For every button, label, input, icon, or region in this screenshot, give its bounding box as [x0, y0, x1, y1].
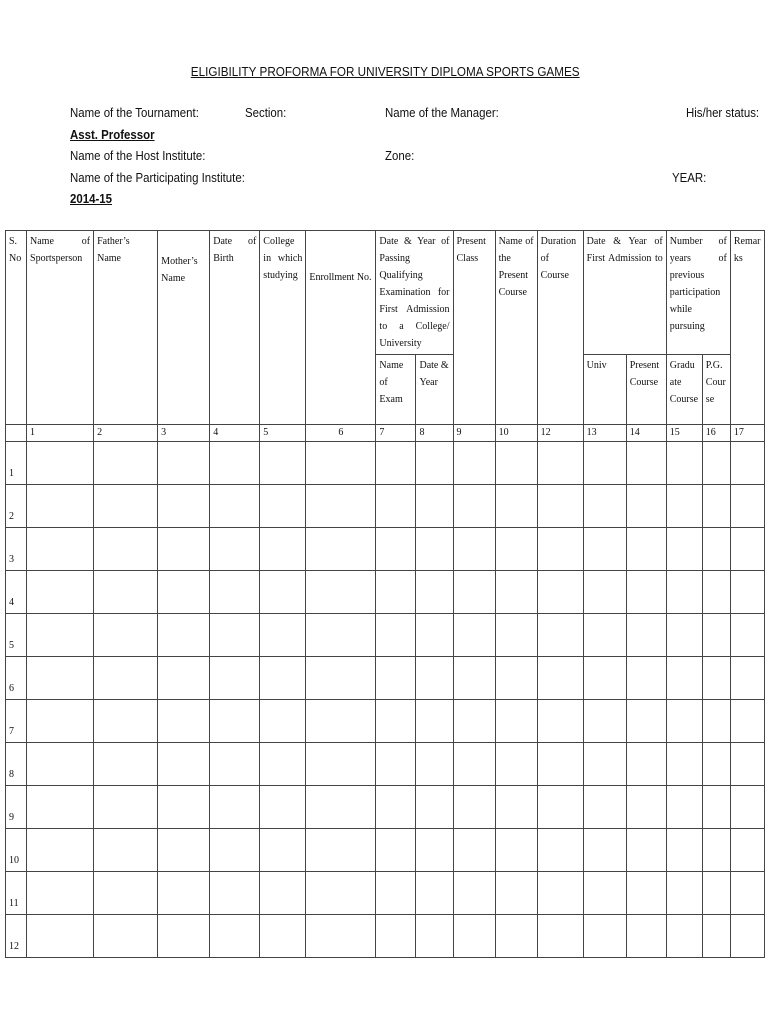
- table-cell[interactable]: [730, 743, 764, 786]
- table-cell[interactable]: [495, 700, 537, 743]
- table-cell[interactable]: [27, 442, 94, 485]
- header-sno: S. No: [6, 231, 27, 425]
- table-cell[interactable]: [210, 915, 260, 958]
- table-cell[interactable]: [626, 442, 666, 485]
- table-cell[interactable]: [94, 657, 158, 700]
- row-number: 9: [6, 786, 27, 829]
- table-cell[interactable]: [702, 786, 730, 829]
- table-cell[interactable]: [260, 657, 306, 700]
- table-cell[interactable]: [27, 829, 94, 872]
- table-cell[interactable]: [495, 485, 537, 528]
- table-row: [6, 442, 765, 485]
- table-cell[interactable]: [416, 872, 453, 915]
- table-cell[interactable]: [666, 700, 702, 743]
- table-cell[interactable]: [626, 700, 666, 743]
- table-cell[interactable]: [210, 743, 260, 786]
- row-number: 5: [6, 614, 27, 657]
- column-number: 7: [376, 425, 416, 442]
- table-cell[interactable]: [583, 571, 626, 614]
- table-cell[interactable]: [702, 614, 730, 657]
- table-cell[interactable]: [730, 829, 764, 872]
- table-row: [6, 485, 765, 528]
- row-number: 11: [6, 872, 27, 915]
- table-cell[interactable]: [453, 743, 495, 786]
- table-cell[interactable]: [666, 829, 702, 872]
- table-cell[interactable]: [376, 915, 416, 958]
- table-row: [6, 657, 765, 700]
- table-cell[interactable]: [27, 700, 94, 743]
- column-number: 15: [666, 425, 702, 442]
- table-cell[interactable]: [495, 915, 537, 958]
- table-cell[interactable]: [453, 571, 495, 614]
- column-number: 6: [306, 425, 376, 442]
- table-cell[interactable]: [158, 700, 210, 743]
- table-cell[interactable]: [260, 700, 306, 743]
- column-number: 10: [495, 425, 537, 442]
- table-header: [6, 231, 765, 442]
- table-cell[interactable]: [376, 442, 416, 485]
- year-value: 2014-15: [70, 191, 112, 206]
- table-cell[interactable]: [306, 485, 376, 528]
- table-cell[interactable]: [210, 829, 260, 872]
- header-present-class: Present Class: [453, 231, 495, 425]
- table-row: [6, 528, 765, 571]
- table-cell[interactable]: [583, 485, 626, 528]
- table-cell[interactable]: [666, 743, 702, 786]
- table-cell[interactable]: [158, 614, 210, 657]
- page-title: ELIGIBILITY PROFORMA FOR UNIVERSITY DIPLOMA SPORTS GAMES: [190, 64, 580, 79]
- table-cell[interactable]: [702, 571, 730, 614]
- table-cell[interactable]: [583, 657, 626, 700]
- subheader-exam-name: Name of Exam: [376, 355, 416, 425]
- table-cell[interactable]: [702, 700, 730, 743]
- header-enrollment-text: Enrollment No.: [309, 272, 372, 283]
- table-row: [6, 743, 765, 786]
- table-row: [6, 829, 765, 872]
- column-number: 17: [730, 425, 764, 442]
- table-cell[interactable]: [626, 743, 666, 786]
- table-cell[interactable]: [306, 528, 376, 571]
- header-mother: [158, 231, 210, 425]
- column-number: 5: [260, 425, 306, 442]
- table-cell[interactable]: [416, 485, 453, 528]
- table-cell[interactable]: [702, 829, 730, 872]
- table-cell[interactable]: [495, 743, 537, 786]
- header-college: College in which studying: [260, 231, 306, 425]
- table-cell[interactable]: [666, 915, 702, 958]
- table-cell[interactable]: [27, 743, 94, 786]
- eligibility-table: [5, 230, 765, 958]
- table-cell[interactable]: [666, 442, 702, 485]
- table-cell[interactable]: [416, 442, 453, 485]
- table-cell[interactable]: [537, 571, 583, 614]
- row-number: 7: [6, 700, 27, 743]
- table-cell[interactable]: [453, 528, 495, 571]
- section-label: Section:: [245, 105, 287, 120]
- header-duration: Duration of Course: [537, 231, 583, 425]
- table-cell[interactable]: [537, 829, 583, 872]
- table-cell[interactable]: [537, 442, 583, 485]
- table-cell[interactable]: [210, 786, 260, 829]
- table-cell[interactable]: [416, 571, 453, 614]
- subheader-univ: Univ: [583, 355, 626, 425]
- table-cell[interactable]: [416, 786, 453, 829]
- manager-label: Name of the Manager:: [385, 105, 499, 120]
- table-cell[interactable]: [666, 528, 702, 571]
- table-cell[interactable]: [306, 743, 376, 786]
- table-cell[interactable]: [537, 528, 583, 571]
- table-cell[interactable]: [730, 786, 764, 829]
- table-cell[interactable]: [730, 657, 764, 700]
- header-dob: Date of Birth: [210, 231, 260, 425]
- subheader-exam-date: Date & Year: [416, 355, 453, 425]
- table-cell[interactable]: [416, 528, 453, 571]
- table-body: [6, 442, 765, 958]
- table-cell[interactable]: [260, 485, 306, 528]
- table-cell[interactable]: [94, 743, 158, 786]
- table-cell[interactable]: [376, 528, 416, 571]
- table-cell[interactable]: [94, 528, 158, 571]
- table-cell[interactable]: [260, 571, 306, 614]
- table-cell[interactable]: [158, 743, 210, 786]
- status-value: Asst. Professor: [70, 127, 155, 142]
- table-cell[interactable]: [702, 442, 730, 485]
- table-cell[interactable]: [210, 571, 260, 614]
- table-cell[interactable]: [702, 915, 730, 958]
- column-number: 2: [94, 425, 158, 442]
- table-cell[interactable]: [416, 614, 453, 657]
- table-cell[interactable]: [376, 614, 416, 657]
- table-cell[interactable]: [260, 829, 306, 872]
- table-cell[interactable]: [260, 743, 306, 786]
- table-cell[interactable]: [495, 872, 537, 915]
- table-cell[interactable]: [583, 786, 626, 829]
- table-cell[interactable]: [376, 786, 416, 829]
- table-cell[interactable]: [626, 485, 666, 528]
- table-cell[interactable]: [158, 442, 210, 485]
- row-number: 2: [6, 485, 27, 528]
- column-number: 9: [453, 425, 495, 442]
- table-cell[interactable]: [27, 915, 94, 958]
- table-cell[interactable]: [94, 786, 158, 829]
- table-row: [6, 700, 765, 743]
- table-cell[interactable]: [537, 485, 583, 528]
- table-cell[interactable]: [94, 485, 158, 528]
- table-cell[interactable]: [416, 700, 453, 743]
- table-cell[interactable]: [730, 872, 764, 915]
- table-cell[interactable]: [158, 786, 210, 829]
- table-cell[interactable]: [416, 743, 453, 786]
- column-number: 3: [158, 425, 210, 442]
- table-cell[interactable]: [260, 528, 306, 571]
- table-cell[interactable]: [453, 829, 495, 872]
- table-cell[interactable]: [626, 528, 666, 571]
- column-number-blank: [6, 425, 27, 442]
- table-cell[interactable]: [730, 528, 764, 571]
- table-cell[interactable]: [537, 657, 583, 700]
- subheader-present-course: Present Course: [626, 355, 666, 425]
- table-cell[interactable]: [260, 442, 306, 485]
- row-number: 1: [6, 442, 27, 485]
- table-cell[interactable]: [210, 485, 260, 528]
- row-number: 3: [6, 528, 27, 571]
- table-cell[interactable]: [210, 872, 260, 915]
- row-number: 8: [6, 743, 27, 786]
- table-row: [6, 786, 765, 829]
- row-number: 12: [6, 915, 27, 958]
- table-cell[interactable]: [94, 829, 158, 872]
- table-cell[interactable]: [94, 915, 158, 958]
- table-cell[interactable]: [210, 657, 260, 700]
- header-mother-text: Mother’s Name: [161, 256, 198, 284]
- table-cell[interactable]: [626, 872, 666, 915]
- zone-label: Zone:: [385, 148, 415, 163]
- table-cell[interactable]: [453, 915, 495, 958]
- table-cell[interactable]: [583, 700, 626, 743]
- table-cell[interactable]: [94, 614, 158, 657]
- table-cell[interactable]: [376, 657, 416, 700]
- table-cell[interactable]: [495, 528, 537, 571]
- header-remarks: Remarks: [730, 231, 764, 425]
- header-years-participation: Number of years of previous participation while pursuing: [666, 231, 730, 355]
- table-cell[interactable]: [158, 571, 210, 614]
- table-row: [6, 614, 765, 657]
- column-number: 12: [537, 425, 583, 442]
- table-cell[interactable]: [210, 442, 260, 485]
- table-cell[interactable]: [453, 657, 495, 700]
- table-cell[interactable]: [495, 829, 537, 872]
- host-institute-label: Name of the Host Institute:: [70, 148, 206, 163]
- table-cell[interactable]: [94, 872, 158, 915]
- tournament-label: Name of the Tournament:: [70, 105, 199, 120]
- table-cell[interactable]: [416, 915, 453, 958]
- table-cell[interactable]: [626, 614, 666, 657]
- table-cell[interactable]: [158, 657, 210, 700]
- table-cell[interactable]: [626, 571, 666, 614]
- subheader-graduate: Graduate Course: [666, 355, 702, 425]
- table-cell[interactable]: [583, 829, 626, 872]
- header-present-course: Name of the Present Course: [495, 231, 537, 425]
- table-cell[interactable]: [94, 442, 158, 485]
- table-cell[interactable]: [537, 786, 583, 829]
- table-cell[interactable]: [702, 528, 730, 571]
- subheader-pg: P.G. Course: [702, 355, 730, 425]
- table-cell[interactable]: [537, 743, 583, 786]
- table-cell[interactable]: [537, 700, 583, 743]
- table-row: [6, 872, 765, 915]
- table-cell[interactable]: [730, 485, 764, 528]
- table-cell[interactable]: [376, 700, 416, 743]
- table-cell[interactable]: [495, 571, 537, 614]
- table-cell[interactable]: [416, 829, 453, 872]
- table-cell[interactable]: [158, 829, 210, 872]
- table-cell[interactable]: [495, 614, 537, 657]
- table-cell[interactable]: [94, 700, 158, 743]
- table-cell[interactable]: [94, 571, 158, 614]
- table-cell[interactable]: [730, 915, 764, 958]
- participating-institute-label: Name of the Participating Institute:: [70, 170, 245, 185]
- table-cell[interactable]: [453, 786, 495, 829]
- table-cell[interactable]: [27, 614, 94, 657]
- column-number: 13: [583, 425, 626, 442]
- table-cell[interactable]: [583, 872, 626, 915]
- table-cell[interactable]: [27, 528, 94, 571]
- table-cell[interactable]: [27, 786, 94, 829]
- table-cell[interactable]: [666, 614, 702, 657]
- status-label: His/her status:: [686, 105, 760, 120]
- row-number: 4: [6, 571, 27, 614]
- column-number: 16: [702, 425, 730, 442]
- table-cell[interactable]: [376, 485, 416, 528]
- table-cell[interactable]: [306, 829, 376, 872]
- table-cell[interactable]: [666, 786, 702, 829]
- column-number: 1: [27, 425, 94, 442]
- header-father: Father’s Name: [94, 231, 158, 425]
- table-cell[interactable]: [27, 485, 94, 528]
- table-cell[interactable]: [416, 657, 453, 700]
- column-number-row: [6, 425, 765, 442]
- table-cell[interactable]: [27, 657, 94, 700]
- table-cell[interactable]: [306, 657, 376, 700]
- table-cell[interactable]: [495, 657, 537, 700]
- table-cell[interactable]: [583, 442, 626, 485]
- year-label: YEAR:: [672, 170, 707, 185]
- table-cell[interactable]: [730, 442, 764, 485]
- table-cell[interactable]: [537, 915, 583, 958]
- table-cell[interactable]: [583, 528, 626, 571]
- table-cell[interactable]: [260, 915, 306, 958]
- table-cell[interactable]: [626, 657, 666, 700]
- table-cell[interactable]: [306, 571, 376, 614]
- table-cell[interactable]: [666, 571, 702, 614]
- table-cell[interactable]: [453, 485, 495, 528]
- table-cell[interactable]: [306, 700, 376, 743]
- table-cell[interactable]: [27, 571, 94, 614]
- table-cell[interactable]: [626, 915, 666, 958]
- table-cell[interactable]: [702, 485, 730, 528]
- table-cell[interactable]: [453, 700, 495, 743]
- table-cell[interactable]: [666, 872, 702, 915]
- table-cell[interactable]: [702, 657, 730, 700]
- table-cell[interactable]: [260, 872, 306, 915]
- table-cell[interactable]: [210, 614, 260, 657]
- table-cell[interactable]: [702, 743, 730, 786]
- table-cell[interactable]: [730, 700, 764, 743]
- column-number: 8: [416, 425, 453, 442]
- table-cell[interactable]: [158, 915, 210, 958]
- table-cell[interactable]: [453, 872, 495, 915]
- table-cell[interactable]: [306, 915, 376, 958]
- header-passing: Date & Year of Passing Qualifying Examination for First Admission to a College/ University: [376, 231, 453, 355]
- table-cell[interactable]: [666, 485, 702, 528]
- table-cell[interactable]: [260, 786, 306, 829]
- table-cell[interactable]: [158, 485, 210, 528]
- table-cell[interactable]: [260, 614, 306, 657]
- table-cell[interactable]: [583, 743, 626, 786]
- table-cell[interactable]: [376, 743, 416, 786]
- table-cell[interactable]: [537, 614, 583, 657]
- table-cell[interactable]: [376, 571, 416, 614]
- table-cell[interactable]: [626, 786, 666, 829]
- table-cell[interactable]: [666, 657, 702, 700]
- table-cell[interactable]: [306, 872, 376, 915]
- table-cell[interactable]: [376, 829, 416, 872]
- table-cell[interactable]: [583, 915, 626, 958]
- table-cell[interactable]: [495, 442, 537, 485]
- table-row: [6, 571, 765, 614]
- header-first-admission: Date & Year of First Admission to: [583, 231, 666, 355]
- row-number: 10: [6, 829, 27, 872]
- table-cell[interactable]: [453, 442, 495, 485]
- table-cell[interactable]: [27, 872, 94, 915]
- header-enrollment: [306, 231, 376, 425]
- table-cell[interactable]: [626, 829, 666, 872]
- table-cell[interactable]: [495, 786, 537, 829]
- table-cell[interactable]: [376, 872, 416, 915]
- table-cell[interactable]: [453, 614, 495, 657]
- table-cell[interactable]: [306, 442, 376, 485]
- row-number: 6: [6, 657, 27, 700]
- column-number: 4: [210, 425, 260, 442]
- table-row: [6, 915, 765, 958]
- table-cell[interactable]: [158, 872, 210, 915]
- table-cell[interactable]: [158, 528, 210, 571]
- table-cell[interactable]: [537, 872, 583, 915]
- header-name: Name of Sportsperson: [27, 231, 94, 425]
- table-cell[interactable]: [583, 614, 626, 657]
- column-number: 14: [626, 425, 666, 442]
- table-cell[interactable]: [210, 528, 260, 571]
- table-cell[interactable]: [210, 700, 260, 743]
- table-cell[interactable]: [730, 614, 764, 657]
- table-cell[interactable]: [306, 786, 376, 829]
- table-cell[interactable]: [702, 872, 730, 915]
- table-cell[interactable]: [306, 614, 376, 657]
- table-cell[interactable]: [730, 571, 764, 614]
